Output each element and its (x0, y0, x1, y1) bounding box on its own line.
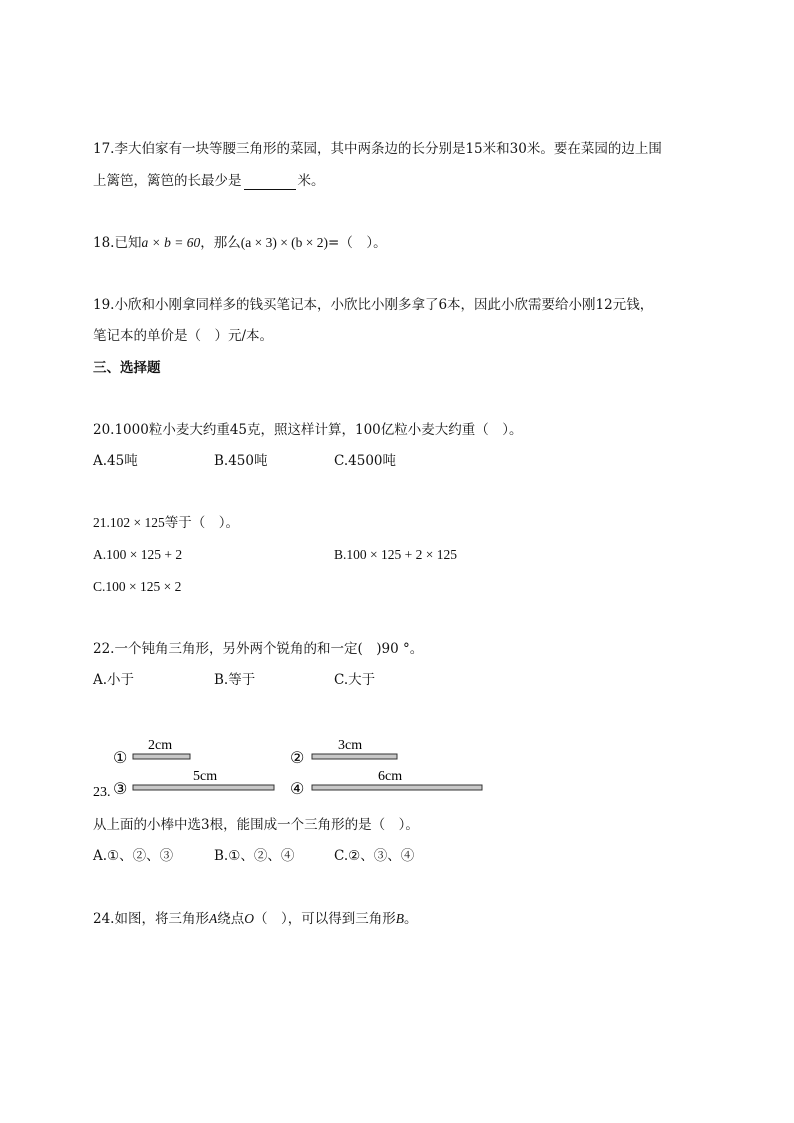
q18 (93, 234, 387, 252)
q17-answer-blank[interactable] (244, 175, 296, 190)
q21-stem-suffix: 等于（ ）。 (164, 515, 239, 531)
q19-line1: 19.小欣和小刚拿同样多的钱买笔记本，小欣比小刚多拿了6本，因此小欣需要给小刚12元钱， (93, 297, 654, 313)
q20-option-a[interactable]: A.45吨 (93, 453, 138, 469)
stick-3-mark: ③ (113, 781, 128, 798)
stick-4-mark: ④ (290, 781, 305, 798)
q17-line2 (93, 172, 325, 190)
q24-mid: 绕点 (217, 911, 245, 927)
stick-1 (133, 754, 190, 759)
stick-3 (133, 785, 274, 790)
q18-expr1: a × b = 60 (141, 235, 201, 250)
q18-expr2: (a × 3) × (b × 2) (240, 235, 329, 250)
stick-2-mark: ② (290, 750, 305, 767)
q17-line2-suffix: 米。 (297, 173, 325, 189)
stick-1-label: 2cm (148, 738, 173, 753)
q21-option-a[interactable]: A.100 × 125 + 2 (93, 547, 183, 562)
q23-stem: 从上面的小棒中选3根，能围成一个三角形的是（ ）。 (93, 817, 419, 833)
q21-option-b[interactable]: B.100 × 125 + 2 × 125 (334, 547, 457, 562)
q17-line2-prefix: 上篱笆，篱笆的长最少是 (93, 173, 242, 189)
q24-triangle-a: A (208, 911, 218, 926)
q24-stem (93, 910, 417, 928)
q21-stem (93, 514, 239, 532)
q22-option-c[interactable]: C.大于 (334, 672, 376, 688)
stick-1-mark: ① (113, 750, 128, 767)
sticks-figure (0, 732, 794, 802)
q23-number: 23. (93, 785, 111, 800)
q24-triangle-b: B (395, 911, 404, 926)
q23-option-c[interactable]: C.②、③、④ (334, 848, 415, 864)
q22-option-b[interactable]: B.等于 (214, 672, 256, 688)
q24-suffix: （ ），可以得到三角形 (253, 911, 396, 927)
stick-4 (312, 785, 482, 790)
q20-option-c[interactable]: C.4500吨 (334, 453, 396, 469)
q24-point-o: O (244, 911, 254, 926)
q21-option-c[interactable]: C.100 × 125 × 2 (93, 579, 182, 594)
q18-suffix: =（ ）。 (328, 235, 387, 251)
q24-prefix: 24.如图，将三角形 (93, 911, 209, 927)
stick-4-label: 6cm (378, 769, 403, 784)
q18-mid: ，那么 (200, 235, 241, 251)
q21-stem-expr: 21.102 × 125 (93, 515, 165, 530)
q19-line2: 笔记本的单价是（ ）元/本。 (93, 328, 274, 344)
stick-2 (312, 754, 397, 759)
section-title: 三、选择题 (93, 360, 161, 376)
q24-end: 。 (403, 911, 418, 927)
stick-3-label: 5cm (193, 769, 218, 784)
q18-prefix: 18.已知 (93, 235, 142, 251)
q22-stem: 22.一个钝角三角形，另外两个锐角的和一定( )90 °。 (93, 641, 424, 657)
q17-line1: 17.李大伯家有一块等腰三角形的菜园，其中两条边的长分别是15米和30米。要在菜园的边上围 (93, 141, 662, 157)
stick-2-label: 3cm (338, 738, 363, 753)
q23-option-b[interactable]: B.①、②、④ (214, 848, 295, 864)
q22-option-a[interactable]: A.小于 (93, 672, 135, 688)
q20-option-b[interactable]: B.450吨 (214, 453, 268, 469)
q20-stem: 20.1000粒小麦大约重45克，照这样计算，100亿粒小麦大约重（ ）。 (93, 422, 523, 438)
q23-option-a[interactable]: A.①、②、③ (93, 848, 174, 864)
